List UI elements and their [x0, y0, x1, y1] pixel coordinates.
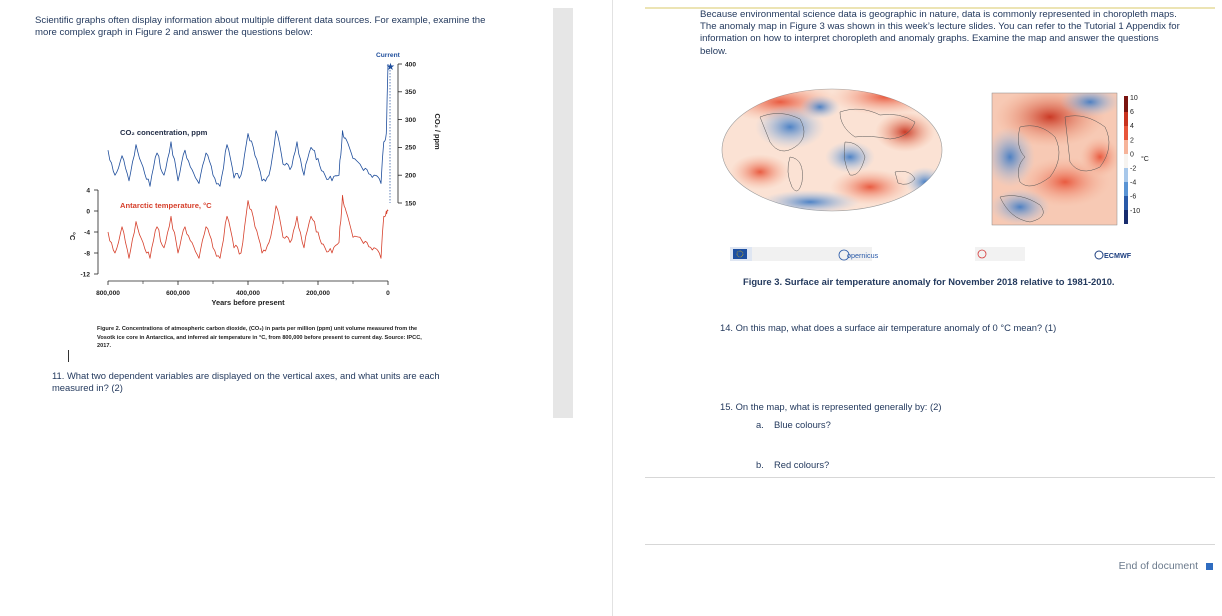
temperature-tick-label: -4 [84, 229, 90, 237]
legend-tick-label: 2 [1130, 137, 1134, 145]
legend-tick-label: 10 [1130, 95, 1138, 102]
color-legend [1124, 96, 1128, 224]
x-tick-label: 400,000 [236, 290, 260, 297]
temperature-axis-title: °C [68, 232, 77, 241]
current-star-icon: ★ [386, 62, 395, 73]
question-15b-letter: b. [756, 459, 764, 470]
copernicus-logo: opernicus [847, 251, 879, 260]
temperature-tick-label: -12 [80, 271, 90, 279]
figure-2-chart [40, 40, 460, 310]
figure-3-map [720, 87, 1150, 277]
page-gap-scrollbar[interactable] [553, 8, 573, 418]
temperature-series-label: Antarctic temperature, °C [120, 201, 212, 210]
x-tick-label: 800,000 [96, 290, 120, 297]
anomaly-map-graphic [720, 87, 1150, 277]
question-14: 14. On this map, what does a surface air temperature anomaly of 0 °C mean? (1) [720, 322, 1057, 333]
question-15b [756, 459, 829, 470]
text-cursor [68, 350, 69, 362]
question-15a-text: Blue colours? [774, 419, 831, 430]
question-11: 11. What two dependent variables are displayed on the vertical axes, and what units are each measured in? (2) [52, 370, 440, 393]
end-rule [645, 544, 1215, 545]
co2-tick-label: 250 [405, 144, 417, 152]
figure-3-caption: Figure 3. Surface air temperature anomaly for November 2018 relative to 1981-2010. [743, 276, 1115, 287]
co2-series-line [108, 64, 388, 186]
x-tick-label: 200,000 [306, 290, 330, 297]
co2-axis-title: CO₂ / ppm [433, 113, 442, 150]
co2-tick-label: 200 [405, 172, 417, 180]
intro-paragraph: Scientific graphs often display information about multiple different data sources. For example, examine the more complex graph in Figure 2 and answer the questions below: [35, 15, 486, 38]
legend-tick-label: -10 [1130, 207, 1141, 215]
temperature-tick-label: 4 [86, 187, 90, 195]
co2-tick-label: 150 [405, 200, 417, 208]
co2-tick-label: 350 [405, 89, 417, 97]
world-anomaly-map [720, 87, 945, 214]
legend-tick-label: -2 [1130, 165, 1137, 173]
end-of-document-label: End of document [1118, 560, 1198, 572]
end-of-document-marker [1206, 563, 1213, 570]
figure-2-caption: Figure 2. Concentrations of atmospheric carbon dioxide, (CO₂) in parts per million (ppm) unit volume measured from the Vosotk ice core in Antarctica, and inferred air temperature in °C, from 800,000 before present to current day. Source: IPCC, 2017. [97, 326, 422, 350]
question-15b-text: Red colours? [774, 459, 830, 470]
co2-tick-label: 300 [405, 116, 417, 124]
question-15: 15. On the map, what is represented generally by: (2) [720, 401, 942, 412]
legend-tick-label: -4 [1130, 179, 1137, 187]
page-break-line [645, 477, 1215, 478]
co2-series-label: CO₂ concentration, ppm [120, 128, 208, 137]
legend-tick-labels [1130, 95, 1140, 215]
temperature-tick-label: -8 [84, 250, 90, 258]
temperature-tick-label: 0 [86, 208, 90, 216]
legend-tick-label: -6 [1130, 193, 1137, 201]
legend-tick-label: 6 [1130, 109, 1134, 117]
right-intro-paragraph: Because environmental science data is geographic in nature, data is commonly represented in choropleth maps. The anomaly map in Figure 3 was shown in this week’s lecture slides. You can refer to the Tutorial 1 Appendix for information on how to interpret choropleth and anomaly graphs. Examine the map and answer the questions below. [700, 9, 1180, 57]
x-axis-title: Years before present [211, 298, 285, 307]
ecmwf-logo: ECMWF [1104, 251, 1132, 260]
x-tick-label: 0 [386, 290, 390, 297]
legend-unit: °C [1141, 156, 1149, 163]
legend-tick-label: 0 [1130, 151, 1134, 159]
logo-row [730, 247, 1132, 261]
legend-tick-label: 4 [1130, 123, 1134, 131]
question-15a-letter: a. [756, 419, 764, 430]
x-tick-label: 600,000 [166, 290, 190, 297]
current-label: Current [376, 52, 400, 59]
question-15a [756, 419, 831, 430]
co2-tick-label: 400 [405, 61, 417, 69]
europe-anomaly-map [985, 87, 1120, 225]
